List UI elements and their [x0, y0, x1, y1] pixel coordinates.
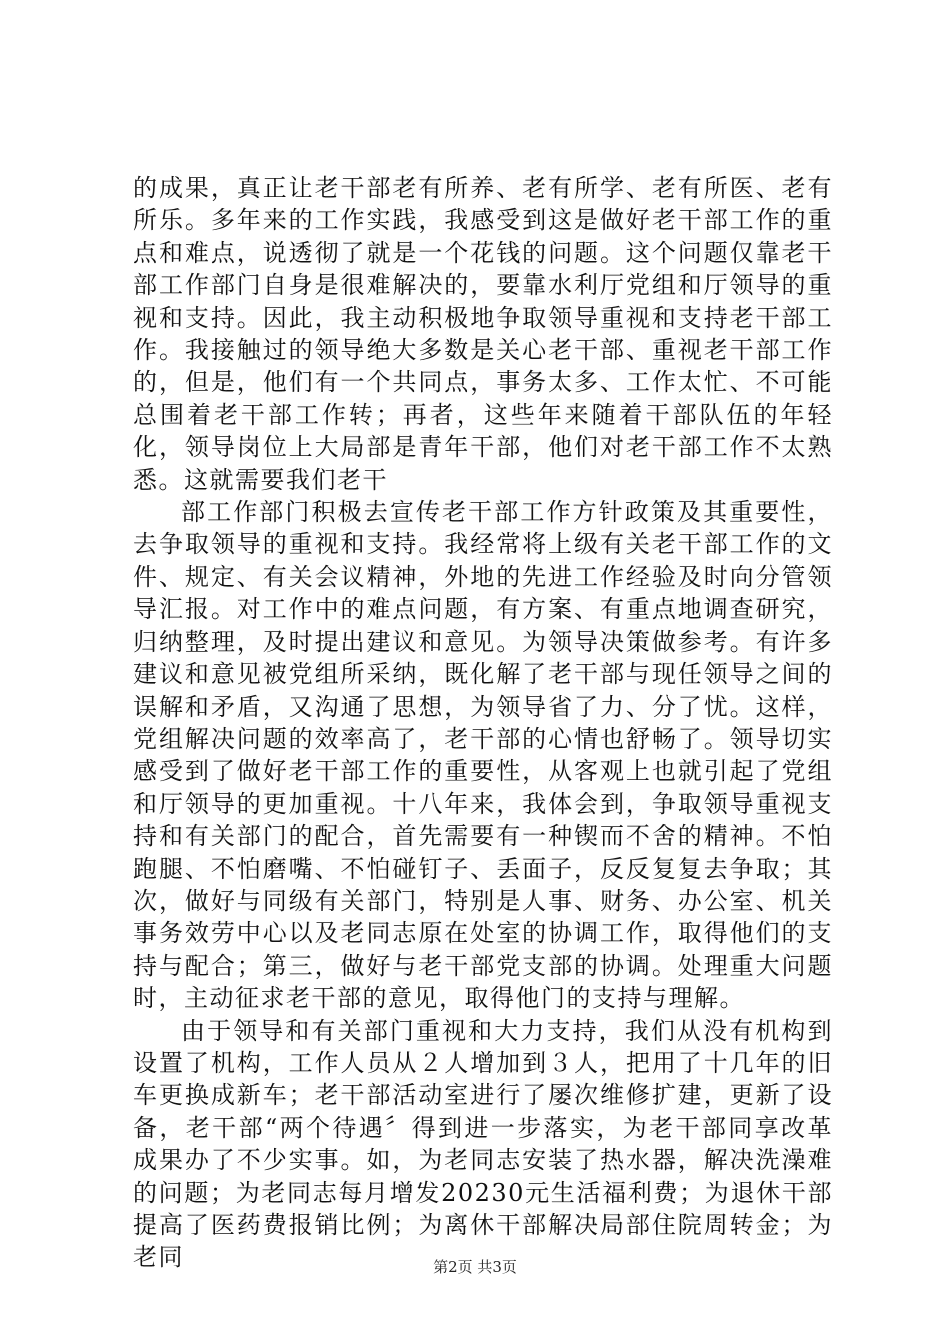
paragraph-1: 的成果，真正让老干部老有所养、老有所学、老有所医、老有所乐。多年来的工作实践，我感受到这是做好老干部工作的重点和难点，说透彻了就是一个花钱的问题。这个问题仅靠老干部工作部门自身是很难解决的，要靠水利厅党组和厅领导的重视和支持。因此，我主动积极地争取领导重视和支持老干部工作。我接触过的领导绝大多数是关心老干部、重视老干部工作的，但是，他们有一个共同点，事务太多、工作太忙、不可能总围着老干部工作转；再者，这些年来随着干部队伍的年轻化，领导岗位上大局部是青年干部，他们对老干部工作不太熟悉。这就需要我们老干 — [133, 174, 833, 494]
paragraph-3: 由于领导和有关部门重视和大力支持，我们从没有机构到设置了机构，工作人员从２人增加到３人，把用了十几年的旧车更换成新车；老干部活动室进行了屡次维修扩建，更新了设备，老干部“两个待遇〞得到进一步落实，为老干部同享改革成果办了不少实事。如，为老同志安装了热水器，解决洗澡难的问题；为老同志每月增发20230元生活福利费；为退休干部提高了医药费报销比例；为离休干部解决局部住院周转金；为老同 — [133, 1016, 833, 1272]
page-number-footer: 第2页 共3页 — [433, 1258, 517, 1276]
paragraph-2: 部工作部门积极去宣传老干部工作方针政策及其重要性，去争取领导的重视和支持。我经常将上级有关老干部工作的文件、规定、有关会议精神，外地的先进工作经验及时向分管领导汇报。对工作中的难点问题，有方案、有重点地调查研究，归纳整理，及时提出建议和意见。为领导决策做参考。有许多建议和意见被党组所采纳，既化解了老干部与现任领导之间的误解和矛盾，又沟通了思想，为领导省了力、分了忧。这样，党组解决问题的效率高了，老干部的心情也舒畅了。领导切实感受到了做好老干部工作的重要性，从客观上也就引起了党组和厅领导的更加重视。十八年来，我体会到，争取领导重视支持和有关部门的配合，首先需要有一种锲而不舍的精神。不怕跑腿、不怕磨嘴、不怕碰钉子、丢面子，反反复复去争取；其次，做好与同级有关部门，特别是人事、财务、办公室、机关事务效劳中心以及老同志原在处室的协调工作，取得他们的支持与配合；第三，做好与老干部党支部的协调。处理重大问题时，主动征求老干部的意见，取得他门的支持与理解。 — [133, 498, 833, 1013]
document-body — [133, 172, 833, 1274]
